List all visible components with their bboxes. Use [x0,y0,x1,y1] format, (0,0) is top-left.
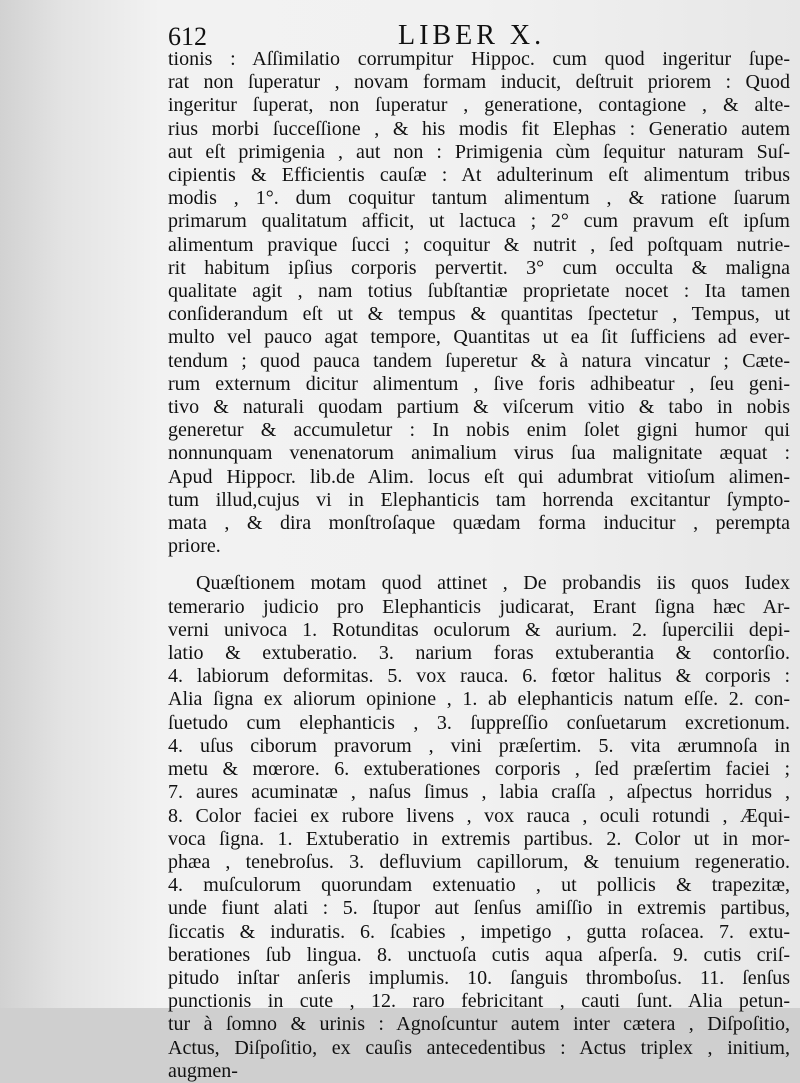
text-line: phæa , tenebroſus. 3. defluvium capillorum, & tenuium regeneratio. [168,850,790,873]
text-line: latio & extuberatio. 3. narium foras extuberantia & contorſio. [168,642,790,665]
text-line: Alia ſigna ex aliorum opinione , 1. ab elephanticis natum eſſe. 2. con- [168,688,790,711]
text-line: alimentum pravique ſucci ; coquitur & nutrit , ſed poſtquam nutrie- [168,233,790,256]
text-line: rit habitum ipſius corporis pervertit. 3° cum occulta & maligna [168,256,790,279]
text-line: 4. uſus ciborum pravorum , vini præſertim. 5. vita ærumnoſa in [168,734,790,757]
text-line: 4. muſculorum quorundam extenuatio , ut pollicis & trapezitæ, [168,874,790,897]
text-line: Quæſtionem motam quod attinet , De probandis iis quos Iudex [196,572,790,595]
text-line: tendum ; quod pauca tandem ſuperetur & à natura vincatur ; Cæte- [168,349,790,372]
text-line: metu & mœrore. 6. extuberationes corporis , ſed præſertim faciei ; [168,758,790,781]
text-line: rat non ſuperatur , novam formam inducit, deſtruit priorem : Quod [168,71,790,94]
text-line: unde fiunt alati : 5. ſtupor aut ſenſus amiſſio in extremis partibus, [168,897,790,920]
text-line: punctionis in cute , 12. raro febricitant , cauti ſunt. Alia petun- [168,990,790,1013]
text-line: cipientis & Efficientis cauſæ : At adulterinum eſt alimentum tribus [168,164,790,187]
text-line: primarum qualitatum afficit, ut lactuca ; 2° cum pravum eſt ipſum [168,210,790,233]
text-line: temerario judicio pro Elephanticis judicarat, Erant ſigna hæc Ar- [168,595,790,618]
text-line: multo vel pauco agat tempore, Quantitas ut ea ſit ſufficiens ad ever- [168,326,790,349]
text-line: modis , 1°. dum coquitur tantum alimentum , & ratione ſuarum [168,187,790,210]
text-line: ſuetudo cum elephanticis , 3. ſuppreſſio conſuetarum excretionum. [168,711,790,734]
text-line: tivo & naturali quodam partium & viſcerum vitio & tabo in nobis [168,396,790,419]
text-line: nonnunquam venenatorum animalium virus ſua malignitate æquat : [168,442,790,465]
text-line: mata , & dira monſtroſaque quædam forma inducitur , perempta [168,512,790,535]
text-line: Actus, Diſpoſitio, ex cauſis antecedentibus : Actus triplex , initium, [168,1036,790,1059]
text-line: voca ſigna. 1. Extuberatio in extremis partibus. 2. Color ut in mor- [168,827,790,850]
text-line: tionis : Aſſimilatio corrumpitur Hippoc. cum quod ingeritur ſupe- [168,48,790,70]
text-line: conſiderandum eſt ut & tempus & quantitas ſpectetur , Tempus, ut [168,303,790,326]
text-line: ſiccatis & induratis. 6. ſcabies , impetigo , gutta roſacea. 7. extu- [168,920,790,943]
text-line: Apud Hippocr. lib.de Alim. locus eſt qui adumbrat vitioſum alimen- [168,465,790,488]
text-line: rius morbi ſucceſſione , & his modis fit Elephas : Generatio autem [168,117,790,140]
text-line: qualitate agit , nam totius ſubſtantiæ proprietate nocet : Ita tamen [168,280,790,303]
text-line: augmen- [168,1059,238,1082]
text-line: tum illud,cujus vi in Elephanticis tam horrenda excitantur ſympto- [168,488,790,511]
running-title: LIBER X. [398,20,546,51]
page-gutter-shadow [0,0,160,1008]
paragraph-gap [168,558,790,572]
text-line: berationes ſub lingua. 8. unctuoſa cutis aqua aſperſa. 9. cutis criſ- [168,943,790,966]
text-line: ingeritur ſuperat, non ſuperatur , generatione, contagione , & alte- [168,94,790,117]
text-line: 7. aures acuminatæ , naſus ſimus , labia craſſa , aſpectus horridus , [168,781,790,804]
text-line: rum externum dicitur alimentum , ſive foris adhibeatur , ſeu geni- [168,372,790,395]
text-line: 8. Color faciei ex rubore livens , vox rauca , oculi rotundi , Æqui- [168,804,790,827]
text-line: generetur & accumuletur : In nobis enim ſolet gigni humor qui [168,419,790,442]
text-line: priore. [168,535,221,558]
text-line: 4. labiorum deformitas. 5. vox rauca. 6. fœtor halitus & corporis : [168,665,790,688]
page-number: 612 [168,22,207,51]
text-line: tur à ſomno & urinis : Agnoſcuntur autem inter cætera , Diſpoſitio, [168,1013,790,1036]
text-line: verni univoca 1. Rotunditas oculorum & aurium. 2. ſupercilii depi- [168,618,790,641]
body-text [168,48,790,1083]
text-line: aut eſt primigenia , aut non : Primigenia cùm ſequitur naturam Suſ- [168,140,790,163]
text-line: pitudo inſtar anſeris implumis. 10. ſanguis thromboſus. 11. ſenſus [168,966,790,989]
